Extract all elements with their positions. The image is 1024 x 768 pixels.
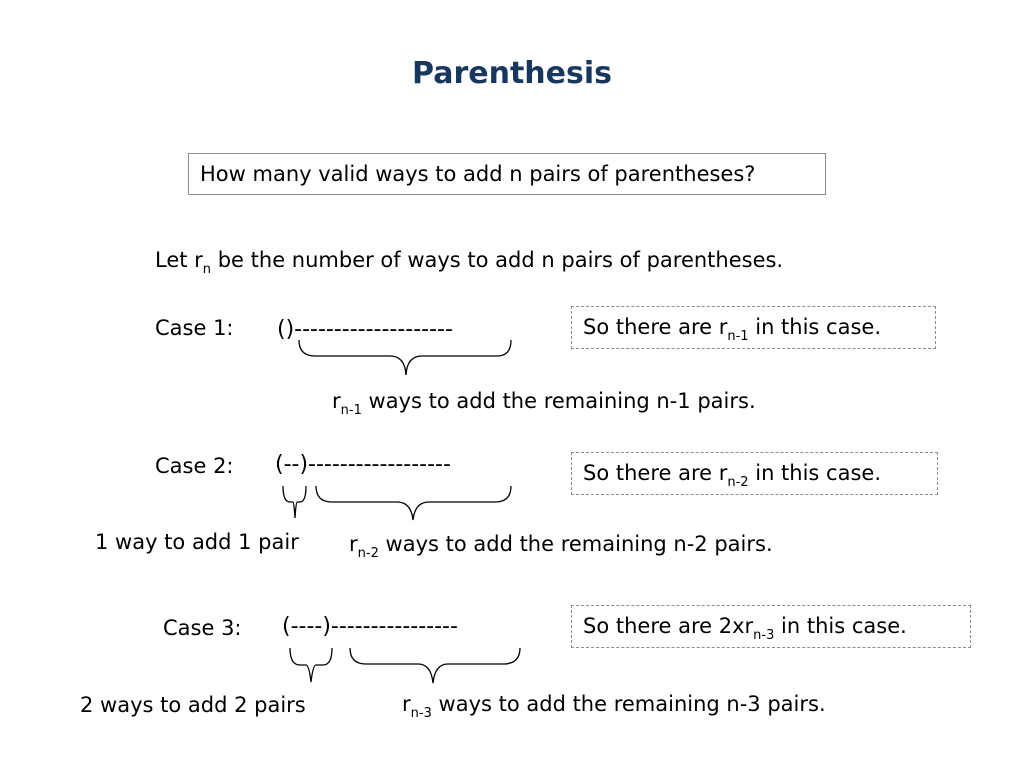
case-3-conclusion-suffix: in this case. xyxy=(774,614,907,638)
definition-subscript: n xyxy=(202,262,212,277)
question-box: How many valid ways to add n pairs of parentheses? xyxy=(188,153,826,195)
case-1-remaining-subscript: n-1 xyxy=(340,403,362,418)
case-2-small-brace xyxy=(283,486,306,518)
case-2-remaining-subscript: n-2 xyxy=(357,546,379,561)
case-3-remaining-prefix: r xyxy=(402,692,411,716)
case-1-conclusion-prefix: So there are r xyxy=(583,315,728,339)
case-1-remaining-suffix: ways to add the remaining n-1 pairs. xyxy=(361,389,756,413)
case-3-conclusion-subscript: n-3 xyxy=(753,628,775,643)
case-3-small-brace xyxy=(290,648,332,682)
case-1-brace xyxy=(299,340,511,375)
case-1-conclusion-subscript: n-1 xyxy=(727,329,749,344)
case-3-large-brace xyxy=(350,648,520,683)
case-2-remaining-suffix: ways to add the remaining n-2 pairs. xyxy=(378,532,773,556)
case-1-label: Case 1: xyxy=(155,316,234,340)
case-2-large-brace xyxy=(316,486,511,520)
case-1-sequence: ()-------------------- xyxy=(277,317,453,342)
case-2-sequence: (--)------------------ xyxy=(275,452,451,477)
case-1-conclusion-suffix: in this case. xyxy=(748,315,882,339)
slide-title: Parenthesis xyxy=(412,56,612,91)
case-3-label: Case 3: xyxy=(163,616,242,640)
case-3-sequence: (----)---------------- xyxy=(282,614,458,639)
case-2-conclusion-suffix: in this case. xyxy=(748,461,882,485)
case-3-first-pair-note: 2 ways to add 2 pairs xyxy=(80,693,306,717)
case-1-remaining-prefix: r xyxy=(332,389,341,413)
case-2-conclusion-subscript: n-2 xyxy=(727,475,749,490)
case-2-first-pair-note: 1 way to add 1 pair xyxy=(95,530,299,554)
case-3-remaining-suffix: ways to add the remaining n-3 pairs. xyxy=(431,692,826,716)
case-3-conclusion-prefix: So there are 2xr xyxy=(583,614,754,638)
case-2-label: Case 2: xyxy=(155,454,234,478)
definition-suffix: be the number of ways to add n pairs of parentheses. xyxy=(211,248,784,272)
case-2-remaining-prefix: r xyxy=(349,532,358,556)
case-3-remaining-subscript: n-3 xyxy=(410,706,432,721)
definition-prefix: Let r xyxy=(155,248,203,272)
case-2-conclusion-prefix: So there are r xyxy=(583,461,728,485)
